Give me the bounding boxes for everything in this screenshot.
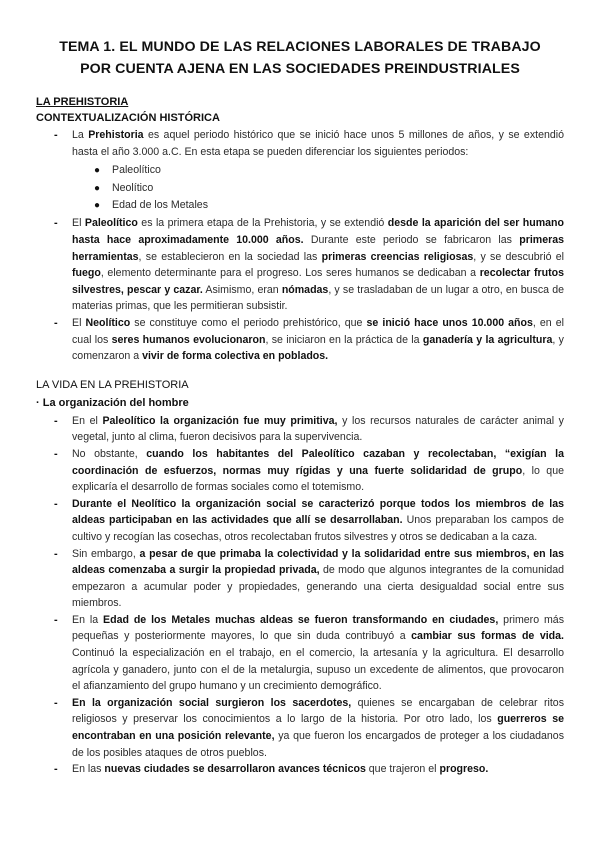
document-page: [36, 36, 564, 778]
dash-marker: -: [54, 497, 58, 510]
list-item: [50, 127, 564, 214]
subheading-organizacion: · La organización del hombre: [36, 396, 189, 409]
title-line-2: POR CUENTA AJENA EN LAS SOCIEDADES PREINDUSTRIALES: [80, 61, 520, 77]
paragraph: No obstante, cuando los habitantes del Paleolítico cazaban y recolectaban, “exigían la coordinación de esfuerzos, normas muy rígidas y una fuerte solidaridad de grupo, lo que explicaría el desarrollo de formas sociales como el totemismo.: [72, 447, 564, 494]
organizacion-list: [50, 413, 564, 778]
list-item: [50, 695, 564, 761]
dash-marker: -: [54, 316, 58, 329]
dash-marker: -: [54, 447, 58, 460]
section-heading-vida: LA VIDA EN LA PREHISTORIA: [36, 378, 189, 391]
section-heading-prehistoria: LA PREHISTORIA: [36, 96, 129, 108]
period-item: ● Paleolítico: [94, 164, 161, 177]
list-item: [50, 761, 564, 778]
period-item: ● Neolítico: [94, 181, 154, 194]
list-item: [50, 612, 564, 695]
subheading-contexto: CONTEXTUALIZACIÓN HISTÓRICA: [36, 112, 220, 124]
list-item: [50, 315, 564, 365]
dash-marker: -: [54, 696, 58, 709]
list-item: [50, 413, 564, 446]
contexto-list: [50, 127, 564, 365]
paragraph: En la organización social surgieron los sacerdotes, quienes se encargaban de celebrar ritos religiosos y preservar los conocimientos a lo largo de la historia. Por otro lado, los guerreros se encontraban en una posición relevante, ya que fueron los encargados de proteger a los ciudadanos de los posibles ataques de otros pueblos.: [72, 696, 564, 759]
paragraph: La Prehistoria es aquel periodo histórico que se inició hace unos 5 millones de años, y se extendió hasta el año 3.000 a.C. En esta etapa se pueden diferenciar los siguientes periodos:: [72, 129, 564, 158]
period-item: ● Edad de los Metales: [94, 199, 208, 211]
paragraph: Durante el Neolítico la organización social se caracterizó porque todos los miembros de las aldeas participaban en las actividades que allí se desarrollaban. Unos preparaban los campos de cultivo y recogían las cosechas, otros recolectaban frutos silvestres y otros se dedicaban a la caza.: [72, 497, 564, 543]
list-item: [50, 496, 564, 546]
list-item: [50, 215, 564, 315]
paragraph: El Paleolítico es la primera etapa de la Prehistoria, y se extendió desde la aparición del ser humano hasta hace aproximadamente 10.000 años. Durante este periodo se fabricaron las primeras herramientas, se establecieron en la sociedad las primeras creencias religiosas, y se descubrió el fuego, elemento determinante para el progreso. Los seres humanos se dedicaban a recolectar frutos silvestres, pescar y cazar. Asimismo, eran nómadas, y se trasladaban de un lugar a otro, en busca de materias primas, que les permitieran subsistir.: [72, 217, 564, 313]
dash-marker: -: [54, 613, 58, 626]
paragraph: El Neolítico se constituye como el periodo prehistórico, que se inició hace unos 10.000 años, en el cual los seres humanos evolucionaron, se iniciaron en la práctica de la ganadería y la agricultura, y comenzaron a vivir de forma colectiva en poblados.: [72, 316, 564, 363]
paragraph: En la Edad de los Metales muchas aldeas se fueron transformando en ciudades, primero más pequeñas y posteriormente mayores, lo que sin duda contribuyó a cambiar sus formas de vida. Continuó la especialización en el trabajo, en el comercio, la artesanía y la agricultura. El desarrollo agrícola y ganadero, junto con el de la metalurgia, supuso un excedente de alimentos, que provocaron el afianzamiento del grupo humano y un crecimiento demográfico.: [72, 613, 565, 693]
title-line-1: TEMA 1. EL MUNDO DE LAS RELACIONES LABORALES DE TRABAJO: [59, 39, 541, 55]
paragraph: En el Paleolítico la organización fue muy primitiva, y los recursos naturales de carácter animal y vegetal, junto al clima, fueron decisivos para la supervivencia.: [72, 414, 564, 444]
list-item: [50, 546, 564, 612]
dash-marker: -: [54, 763, 58, 776]
list-item: [50, 446, 564, 496]
document-title: [36, 36, 564, 80]
paragraph: Sin embargo, a pesar de que primaba la colectividad y la solidaridad entre sus miembros, en las aldeas comenzaba a surgir la propiedad privada, de modo que algunos integrantes de la comunidad empezaron a acumular poder y propiedades, generando una cierta desigualdad social entre sus miembros.: [72, 547, 565, 610]
periods-list: [94, 162, 564, 214]
dash-marker: -: [54, 217, 58, 230]
dash-marker: -: [54, 414, 58, 427]
dash-marker: -: [54, 547, 58, 560]
paragraph: En las nuevas ciudades se desarrollaron avances técnicos que trajeron el progreso.: [72, 763, 489, 776]
dash-marker: -: [54, 129, 58, 141]
